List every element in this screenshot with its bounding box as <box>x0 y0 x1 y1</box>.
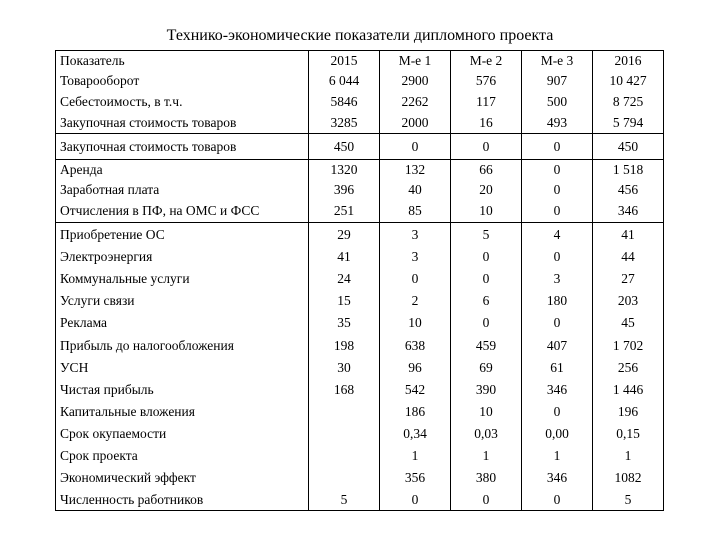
row-label: Капитальные вложения <box>56 401 309 423</box>
value-cell: 2900 <box>380 71 451 91</box>
value-cell: 0,34 <box>380 423 451 445</box>
table-row <box>56 180 664 200</box>
value-cell: 5 <box>451 223 522 246</box>
value-cell: 30 <box>309 357 380 379</box>
value-cell: 1 702 <box>593 334 664 357</box>
table-row <box>56 401 664 423</box>
value-cell: 459 <box>451 334 522 357</box>
row-label: Закупочная стоимость товаров <box>56 134 309 160</box>
value-cell: 5 <box>593 489 664 511</box>
value-cell: 5 <box>309 489 380 511</box>
value-cell: 8 725 <box>593 91 664 112</box>
row-label: Показатель <box>56 51 309 71</box>
value-cell: 3 <box>522 268 593 290</box>
value-cell: 44 <box>593 246 664 268</box>
value-cell: 2000 <box>380 112 451 134</box>
row-label: Чистая прибыль <box>56 379 309 401</box>
value-cell: 16 <box>451 112 522 134</box>
row-label: Закупочная стоимость товаров <box>56 112 309 134</box>
value-cell: 2015 <box>309 51 380 71</box>
row-label: УСН <box>56 357 309 379</box>
value-cell: 0 <box>522 180 593 200</box>
table-row <box>56 200 664 223</box>
value-cell: 41 <box>593 223 664 246</box>
value-cell: 0 <box>380 489 451 511</box>
row-label: Прибыль до налогообложения <box>56 334 309 357</box>
value-cell: 6 <box>451 290 522 312</box>
row-label: Коммунальные услуги <box>56 268 309 290</box>
value-cell: 390 <box>451 379 522 401</box>
value-cell: 168 <box>309 379 380 401</box>
value-cell: 10 <box>380 312 451 334</box>
value-cell: 0,15 <box>593 423 664 445</box>
value-cell: 0 <box>451 246 522 268</box>
value-cell: 203 <box>593 290 664 312</box>
table-row <box>56 357 664 379</box>
table-row <box>56 445 664 467</box>
value-cell: 180 <box>522 290 593 312</box>
table-row <box>56 160 664 180</box>
value-cell: 27 <box>593 268 664 290</box>
table-row <box>56 71 664 91</box>
value-cell <box>309 445 380 467</box>
table-row <box>56 268 664 290</box>
value-cell: 10 <box>451 401 522 423</box>
value-cell: 1 446 <box>593 379 664 401</box>
row-label: Срок проекта <box>56 445 309 467</box>
indicators-table-body <box>56 51 664 511</box>
table-row <box>56 223 664 246</box>
value-cell: 1320 <box>309 160 380 180</box>
row-label: Срок окупаемости <box>56 423 309 445</box>
value-cell: 0 <box>451 312 522 334</box>
value-cell: 186 <box>380 401 451 423</box>
value-cell: 0 <box>451 489 522 511</box>
value-cell: 407 <box>522 334 593 357</box>
value-cell: 380 <box>451 467 522 489</box>
value-cell: 15 <box>309 290 380 312</box>
table-row <box>56 489 664 511</box>
value-cell: 493 <box>522 112 593 134</box>
value-cell: 396 <box>309 180 380 200</box>
value-cell: 10 <box>451 200 522 223</box>
value-cell: 1 <box>451 445 522 467</box>
page-title: Технико-экономические показатели дипломного проекта <box>166 27 554 44</box>
value-cell: 251 <box>309 200 380 223</box>
table-row <box>56 51 664 71</box>
value-cell: 61 <box>522 357 593 379</box>
value-cell: 0 <box>522 312 593 334</box>
row-label: Электроэнергия <box>56 246 309 268</box>
row-label: Себестоимость, в т.ч. <box>56 91 309 112</box>
value-cell: 450 <box>593 134 664 160</box>
row-label: Численность работников <box>56 489 309 511</box>
table-row <box>56 334 664 357</box>
value-cell: 0,00 <box>522 423 593 445</box>
value-cell: 346 <box>593 200 664 223</box>
value-cell: 196 <box>593 401 664 423</box>
value-cell: 450 <box>309 134 380 160</box>
value-cell: 41 <box>309 246 380 268</box>
table-row <box>56 467 664 489</box>
value-cell: 6 044 <box>309 71 380 91</box>
value-cell: 907 <box>522 71 593 91</box>
value-cell: 96 <box>380 357 451 379</box>
value-cell: 4 <box>522 223 593 246</box>
value-cell: 576 <box>451 71 522 91</box>
value-cell <box>309 423 380 445</box>
row-label: Товарооборот <box>56 71 309 91</box>
value-cell: 5 794 <box>593 112 664 134</box>
value-cell: 1 <box>380 445 451 467</box>
value-cell: 0 <box>380 134 451 160</box>
value-cell <box>309 401 380 423</box>
indicators-table <box>55 50 664 511</box>
value-cell: 346 <box>522 379 593 401</box>
value-cell: М-е 1 <box>380 51 451 71</box>
value-cell: 2 <box>380 290 451 312</box>
row-label: Экономический эффект <box>56 467 309 489</box>
value-cell: 198 <box>309 334 380 357</box>
table-row <box>56 290 664 312</box>
value-cell: 0 <box>380 268 451 290</box>
value-cell: 0 <box>522 246 593 268</box>
table-row <box>56 91 664 112</box>
value-cell: 3 <box>380 246 451 268</box>
value-cell: М-е 2 <box>451 51 522 71</box>
value-cell: 500 <box>522 91 593 112</box>
value-cell: 10 427 <box>593 71 664 91</box>
value-cell: 3 <box>380 223 451 246</box>
value-cell: 20 <box>451 180 522 200</box>
value-cell: 356 <box>380 467 451 489</box>
value-cell: 0 <box>522 200 593 223</box>
table-row <box>56 312 664 334</box>
table-row <box>56 423 664 445</box>
value-cell: 2262 <box>380 91 451 112</box>
value-cell: 456 <box>593 180 664 200</box>
value-cell: 1082 <box>593 467 664 489</box>
table-row <box>56 134 664 160</box>
value-cell: 3285 <box>309 112 380 134</box>
value-cell <box>309 467 380 489</box>
value-cell: 1 518 <box>593 160 664 180</box>
value-cell: 35 <box>309 312 380 334</box>
value-cell: 1 <box>522 445 593 467</box>
value-cell: 5846 <box>309 91 380 112</box>
value-cell: 0 <box>522 160 593 180</box>
value-cell: 24 <box>309 268 380 290</box>
value-cell: 117 <box>451 91 522 112</box>
value-cell: 0 <box>522 489 593 511</box>
value-cell: 29 <box>309 223 380 246</box>
row-label: Приобретение ОС <box>56 223 309 246</box>
value-cell: 0,03 <box>451 423 522 445</box>
value-cell: 256 <box>593 357 664 379</box>
value-cell: 69 <box>451 357 522 379</box>
value-cell: 0 <box>451 134 522 160</box>
value-cell: 2016 <box>593 51 664 71</box>
row-label: Реклама <box>56 312 309 334</box>
value-cell: 1 <box>593 445 664 467</box>
row-label: Аренда <box>56 160 309 180</box>
value-cell: 85 <box>380 200 451 223</box>
value-cell: 638 <box>380 334 451 357</box>
value-cell: 132 <box>380 160 451 180</box>
value-cell: 542 <box>380 379 451 401</box>
value-cell: 40 <box>380 180 451 200</box>
value-cell: 0 <box>522 134 593 160</box>
table-row <box>56 246 664 268</box>
value-cell: 66 <box>451 160 522 180</box>
value-cell: 45 <box>593 312 664 334</box>
table-row <box>56 379 664 401</box>
value-cell: 0 <box>451 268 522 290</box>
value-cell: 346 <box>522 467 593 489</box>
row-label: Услуги связи <box>56 290 309 312</box>
value-cell: М-е 3 <box>522 51 593 71</box>
table-row <box>56 112 664 134</box>
row-label: Отчисления в ПФ, на ОМС и ФСС <box>56 200 309 223</box>
row-label: Заработная плата <box>56 180 309 200</box>
value-cell: 0 <box>522 401 593 423</box>
